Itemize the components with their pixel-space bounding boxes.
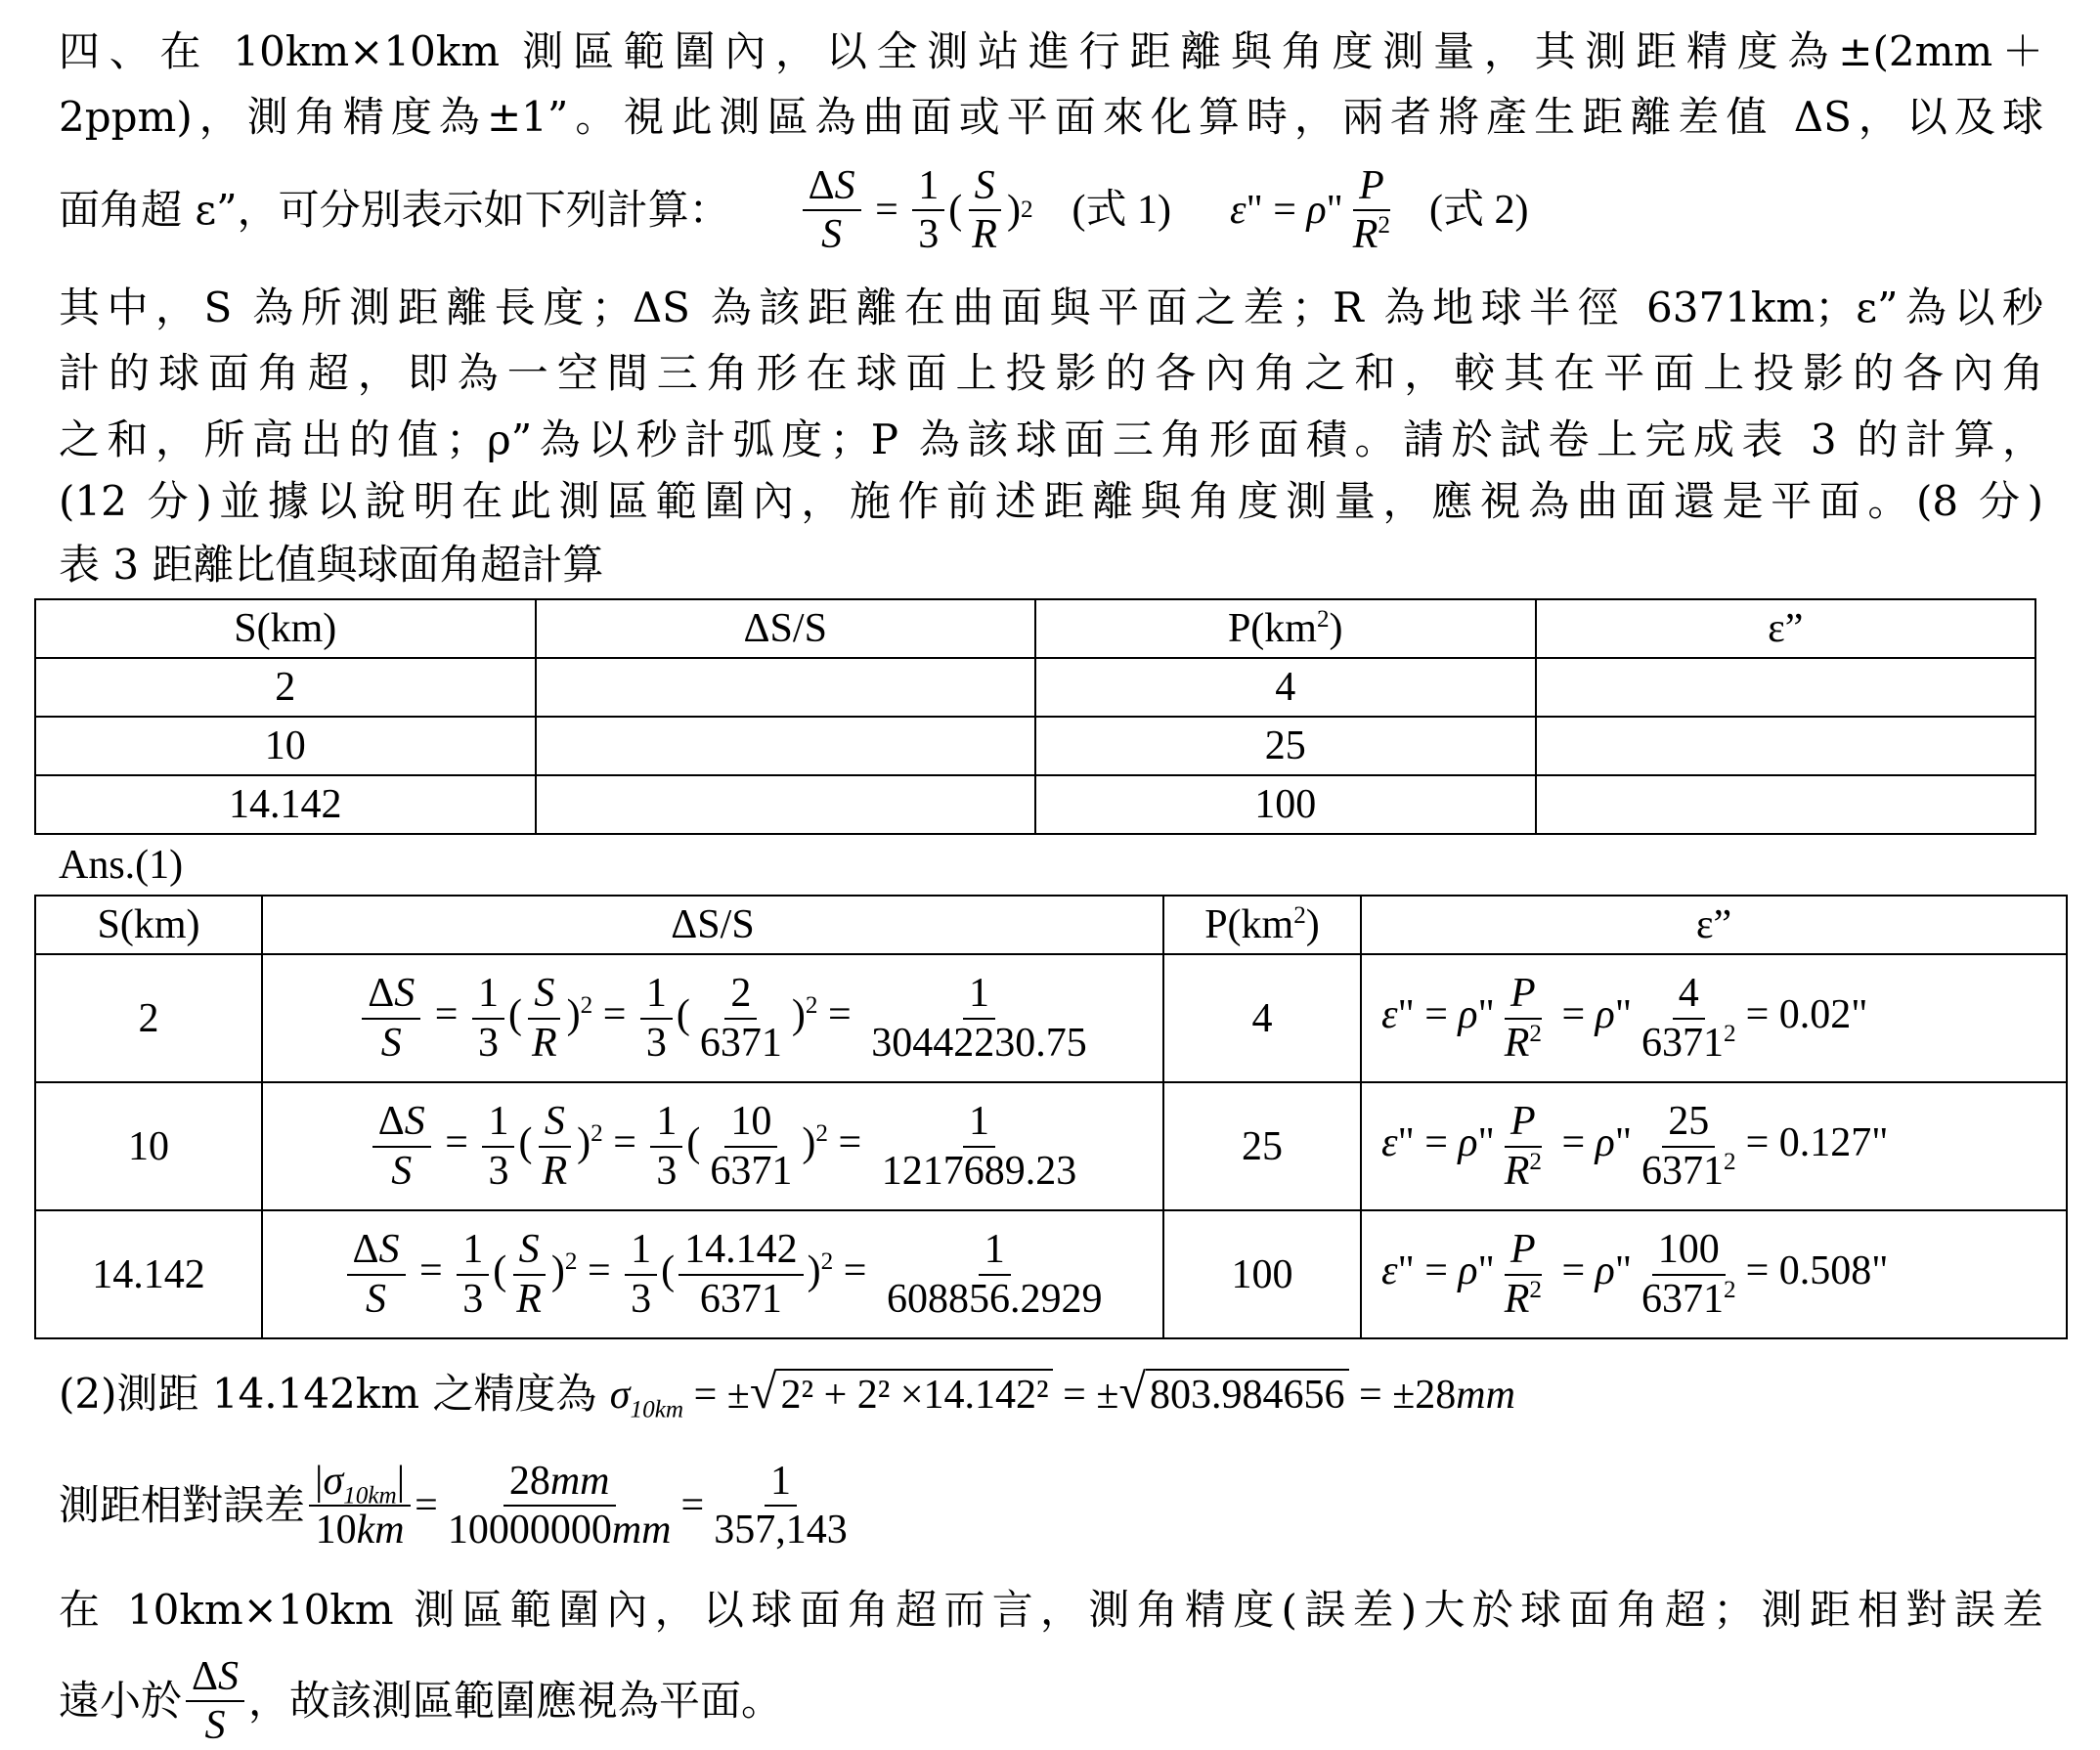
header-p: $P(km^2)$ (1035, 599, 1536, 658)
answer-row (35, 954, 2067, 1082)
eps-equation: ε" = ρ" $\frac{P}{R^2}$ = ρ" $\frac{25}{6371^2}$ = 0.127" (1361, 1082, 2067, 1210)
cell-p: 100 (1163, 1210, 1361, 1338)
header-s: S(km) (35, 896, 262, 954)
ds-equation: $\frac{\Delta S}{S}$ = $\frac{1}{3}$ ( $\frac{S}{R}$ )$^2$ = $\frac{1}{3}$ ( $\frac{14.142}{6371}$ )$^2$ = $\frac{1}{608856.2929}$ (262, 1210, 1163, 1338)
cell-s: 10 (35, 717, 536, 775)
cell-s: 10 (35, 1082, 262, 1210)
cell-p: 100 (1035, 775, 1536, 834)
cell-p: 4 (1163, 954, 1361, 1082)
cell-empty (1536, 717, 2036, 775)
ds-equation: $\frac{\Delta S}{S}$ = $\frac{1}{3}$ ( $\frac{S}{R}$ )$^2$ = $\frac{1}{3}$ ( $\frac{10}{6371}$ )$^2$ = $\frac{1}{1217689.23}$ (262, 1082, 1163, 1210)
table-row (35, 658, 2035, 717)
question-line-1: 四、在 10km×10km 測區範圍內，以全測站進行距離與角度測量，其測距精度為±(2mm＋ (59, 27, 2043, 75)
header-eps: ε” (1361, 896, 2067, 954)
cell-p: 25 (1035, 717, 1536, 775)
question-line-7: (12 分)並據以說明在此測區範圍內，施作前述距離與角度測量，應視為曲面還是平面。(8 分) (59, 477, 2043, 525)
cell-s: 14.142 (35, 775, 536, 834)
question-line-3-text: 面角超 ε”，可分別表示如下列計算： (59, 186, 730, 234)
table-caption: 表 3 距離比值與球面角超計算 (59, 541, 604, 589)
answer-row (35, 1210, 2067, 1338)
answer-label: Ans.(1) (59, 843, 184, 888)
conclusion-line-2: 遠小於 $\frac{\Delta S}{S}$ ，故該測區範圍應視為平面。 (59, 1653, 783, 1748)
formula-2: ε " = ρ " $\frac{P}{R^2}$ (1230, 162, 1391, 257)
answer-header-row (35, 896, 2067, 954)
header-ds: ΔS/S (536, 599, 1036, 658)
table-3 (34, 598, 2036, 835)
question-line-5: 計的球面角超，即為一空間三角形在球面上投影的各內角之和，較其在平面上投影的各內角 (59, 349, 2043, 397)
part2-precision: (2)測距 14.142km 之精度為 $\sigma_{10km} = \pm√2^2 + 2^2 \times 14.142^2 = \pm√803.984656 = \pm 28mm$ (59, 1364, 1515, 1423)
table-row (35, 717, 2035, 775)
cell-s: 2 (35, 658, 536, 717)
header-ds: ΔS/S (262, 896, 1163, 954)
question-line-3 (59, 152, 1529, 269)
question-line-4: 其中，S 為所測距離長度；ΔS 為該距離在曲面與平面之差；R 為地球半徑 6371km；ε”為以秒 (59, 284, 2043, 331)
cell-empty (536, 775, 1036, 834)
cell-empty (1536, 775, 2036, 834)
table-header-row (35, 599, 2035, 658)
cell-empty (536, 658, 1036, 717)
cell-s: 2 (35, 954, 262, 1082)
question-line-6: 之和，所高出的值；ρ”為以秒計弧度；P 為該球面三角形面積。請於試卷上完成表 3 的計算， (59, 416, 2043, 463)
part2-relative-error: 測距相對誤差 $\frac{|\sigma_{10km}|}{10km}$ = $\frac{28mm}{10000000mm}$ = $\frac{1}{357,143}$ (59, 1458, 848, 1553)
cell-empty (536, 717, 1036, 775)
eps-equation: ε" = ρ" $\frac{P}{R^2}$ = ρ" $\frac{4}{6371^2}$ = 0.02" (1361, 954, 2067, 1082)
cell-s: 14.142 (35, 1210, 262, 1338)
answer-table (34, 895, 2068, 1339)
conclusion-line-1: 在 10km×10km 測區範圍內，以球面角超而言，測角精度(誤差)大於球面角超；測距相對誤差 (59, 1586, 2043, 1634)
table-row (35, 775, 2035, 834)
answer-row (35, 1082, 2067, 1210)
cell-p: 25 (1163, 1082, 1361, 1210)
formula-1-label: (式 1) (1072, 188, 1172, 233)
header-p: $P(km^2)$ (1163, 896, 1361, 954)
question-line-2: 2ppm)，測角精度為±1”。視此測區為曲面或平面來化算時，兩者將產生距離差值 ΔS，以及球 (59, 93, 2043, 141)
eps-equation: ε" = ρ" $\frac{P}{R^2}$ = ρ" $\frac{100}{6371^2}$ = 0.508" (1361, 1210, 2067, 1338)
formula-2-label: (式 2) (1429, 188, 1529, 233)
header-s: S(km) (35, 599, 536, 658)
header-eps: ε” (1536, 599, 2036, 658)
cell-empty (1536, 658, 2036, 717)
cell-p: 4 (1035, 658, 1536, 717)
formula-1: $\frac{\Delta S}{S}$ = $\frac{1}{3}$ ( $\frac{S}{R}$ ) 2 (799, 162, 1033, 259)
ds-equation: $\frac{\Delta S}{S}$ = $\frac{1}{3}$ ( $\frac{S}{R}$ )$^2$ = $\frac{1}{3}$ ( $\frac{2}{6371}$ )$^2$ = $\frac{1}{30442230.75}$ (262, 954, 1163, 1082)
